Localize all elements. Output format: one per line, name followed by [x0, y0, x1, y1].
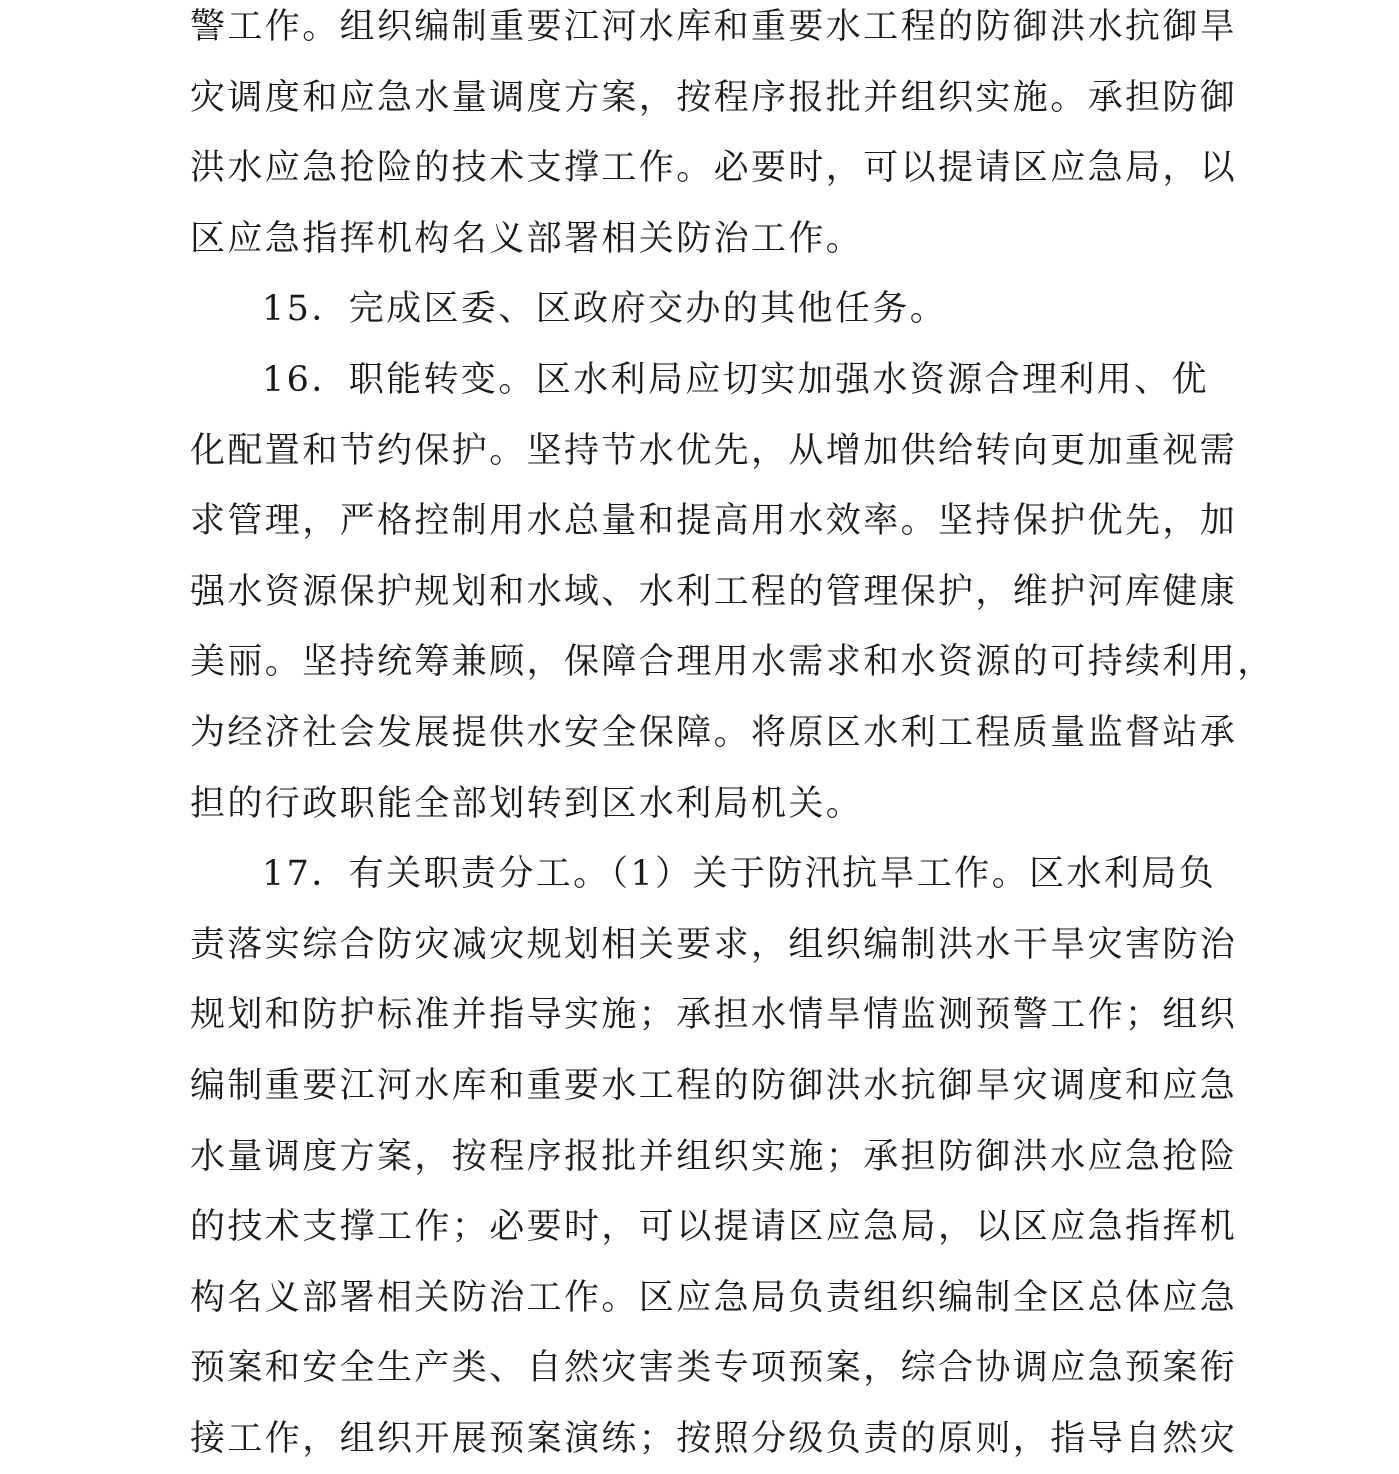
text-line: 接工作，组织开展预案演练；按照分级负责的原则，指导自然灾: [190, 1418, 1238, 1459]
text-line: 化配置和节约保护。坚持节水优先，从增加供给转向更加重视需: [190, 430, 1238, 471]
text-line: 规划和防护标准并指导实施；承担水情旱情监测预警工作；组织: [190, 995, 1238, 1036]
text-line: 警工作。组织编制重要江河水库和重要水工程的防御洪水抗御旱: [190, 7, 1238, 47]
paragraph-15: 15．完成区委、区政府交办的其他任务。: [262, 289, 948, 330]
text-line: 的技术支撑工作；必要时，可以提请区应急局，以区应急指挥机: [190, 1207, 1238, 1248]
text-line: 预案和安全生产类、自然灾害类专项预案，综合协调应急预案衔: [190, 1348, 1238, 1389]
text-line: 求管理，严格控制用水总量和提高用水效率。坚持保护优先，加: [190, 501, 1238, 542]
text-line: 美丽。坚持统筹兼顾，保障合理用水需求和水资源的可持续利用，: [190, 642, 1275, 683]
document-body: [190, 0, 1275, 1474]
text-line: 区应急指挥机构名义部署相关防治工作。: [190, 218, 864, 259]
text-line: 为经济社会发展提供水安全保障。将原区水利工程质量监督站承: [190, 712, 1238, 753]
text-line: 洪水应急抢险的技术支撑工作。必要时，可以提请区应急局，以: [190, 148, 1238, 189]
text-line: 灾调度和应急水量调度方案，按程序报批并组织实施。承担防御: [190, 77, 1238, 118]
text-line: 强水资源保护规划和水域、水利工程的管理保护，维护河库健康: [190, 571, 1238, 612]
text-line: 水量调度方案，按程序报批并组织实施；承担防御洪水应急抢险: [190, 1136, 1238, 1177]
paragraph-17: 17．有关职责分工。（1）关于防汛抗旱工作。区水利局负: [262, 854, 1217, 895]
text-line: 责落实综合防灾减灾规划相关要求，组织编制洪水干旱灾害防治: [190, 924, 1238, 965]
text-line: 编制重要江河水库和重要水工程的防御洪水抗御旱灾调度和应急: [190, 1065, 1238, 1106]
text-line: 构名义部署相关防治工作。区应急局负责组织编制全区总体应急: [190, 1277, 1238, 1318]
text-line: 担的行政职能全部划转到区水利局机关。: [190, 783, 864, 824]
paragraph-16: 16．职能转变。区水利局应切实加强水资源合理利用、优: [262, 359, 1209, 400]
